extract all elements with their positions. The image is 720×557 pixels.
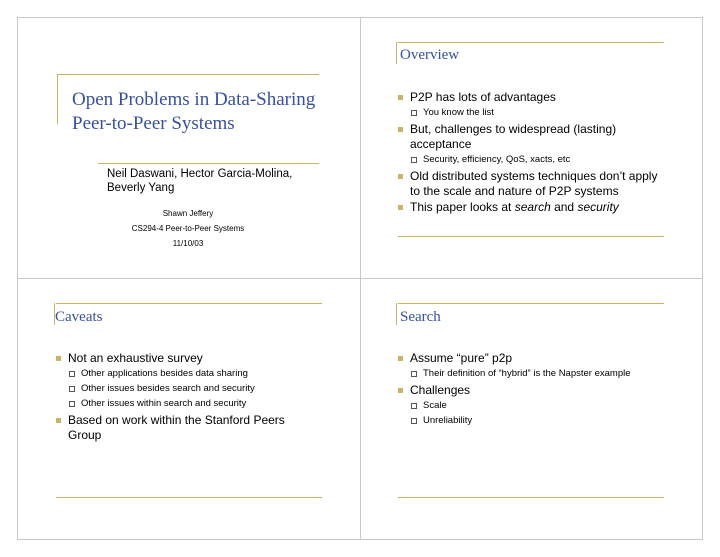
list-item: Other issues within search and security — [55, 398, 320, 410]
caveats-footer-rule — [56, 497, 322, 498]
list-item: Scale — [397, 400, 697, 412]
list-item: Security, efficiency, QoS, xacts, etc — [397, 154, 669, 166]
authors-rule — [98, 163, 319, 164]
bullet-square-icon — [398, 127, 403, 132]
search-footer-rule — [398, 497, 664, 498]
search-title: Search — [400, 309, 441, 325]
overview-bullets — [397, 90, 669, 216]
hollow-square-bullet-icon — [411, 157, 417, 163]
bullet-square-icon — [398, 205, 403, 210]
list-item: Challenges — [397, 383, 697, 398]
list-item: Not an exhaustive survey — [55, 351, 320, 366]
search-header-rule — [398, 303, 664, 304]
search-header-tick — [396, 303, 397, 325]
bullet-square-icon — [398, 174, 403, 179]
hollow-square-bullet-icon — [69, 371, 75, 377]
hollow-square-bullet-icon — [411, 418, 417, 424]
presenter: Shawn Jeffery — [162, 209, 214, 218]
hollow-square-bullet-icon — [411, 371, 417, 377]
course-name: CS294-4 Peer-to-Peer Systems — [131, 224, 245, 233]
search-bullets — [397, 351, 697, 430]
caveats-title: Caveats — [55, 309, 103, 325]
vertical-divider — [360, 17, 361, 540]
overview-header-tick — [396, 42, 397, 64]
hollow-square-bullet-icon — [69, 401, 75, 407]
list-item: P2P has lots of advantages — [397, 90, 669, 105]
list-item: This paper looks at search and security — [397, 200, 669, 215]
hollow-square-bullet-icon — [411, 403, 417, 409]
bullet-square-icon — [398, 356, 403, 361]
list-item: Their definition of “hybrid” is the Napster example — [397, 368, 697, 380]
bullet-square-icon — [398, 95, 403, 100]
title-top-rule — [57, 74, 319, 75]
list-item: Other issues besides search and security — [55, 383, 320, 395]
hollow-square-bullet-icon — [411, 110, 417, 116]
bullet-square-icon — [56, 356, 61, 361]
date: 11/10/03 — [172, 239, 204, 248]
list-item: Unreliability — [397, 415, 697, 427]
title-left-rule — [57, 74, 58, 124]
overview-footer-rule — [398, 236, 664, 237]
overview-header-rule — [398, 42, 664, 43]
bullet-square-icon — [398, 388, 403, 393]
list-item: Based on work within the Stanford Peers Group — [55, 413, 320, 443]
slide-title: Open Problems in Data-Sharing Peer-to-Peer Systems — [72, 89, 316, 134]
list-item: You know the list — [397, 107, 669, 119]
bullet-square-icon — [56, 418, 61, 423]
overview-title: Overview — [400, 47, 460, 63]
caveats-header-rule — [56, 303, 322, 304]
list-item: Assume “pure” p2p — [397, 351, 697, 366]
hollow-square-bullet-icon — [69, 386, 75, 392]
list-item: Old distributed systems techniques don’t apply to the scale and nature of P2P systems — [397, 169, 669, 199]
authors: Neil Daswani, Hector Garcia-Molina, Beverly Yang — [107, 168, 293, 194]
list-item: Other applications besides data sharing — [55, 368, 320, 380]
list-item: But, challenges to widespread (lasting) acceptance — [397, 122, 669, 152]
caveats-bullets — [55, 351, 320, 444]
